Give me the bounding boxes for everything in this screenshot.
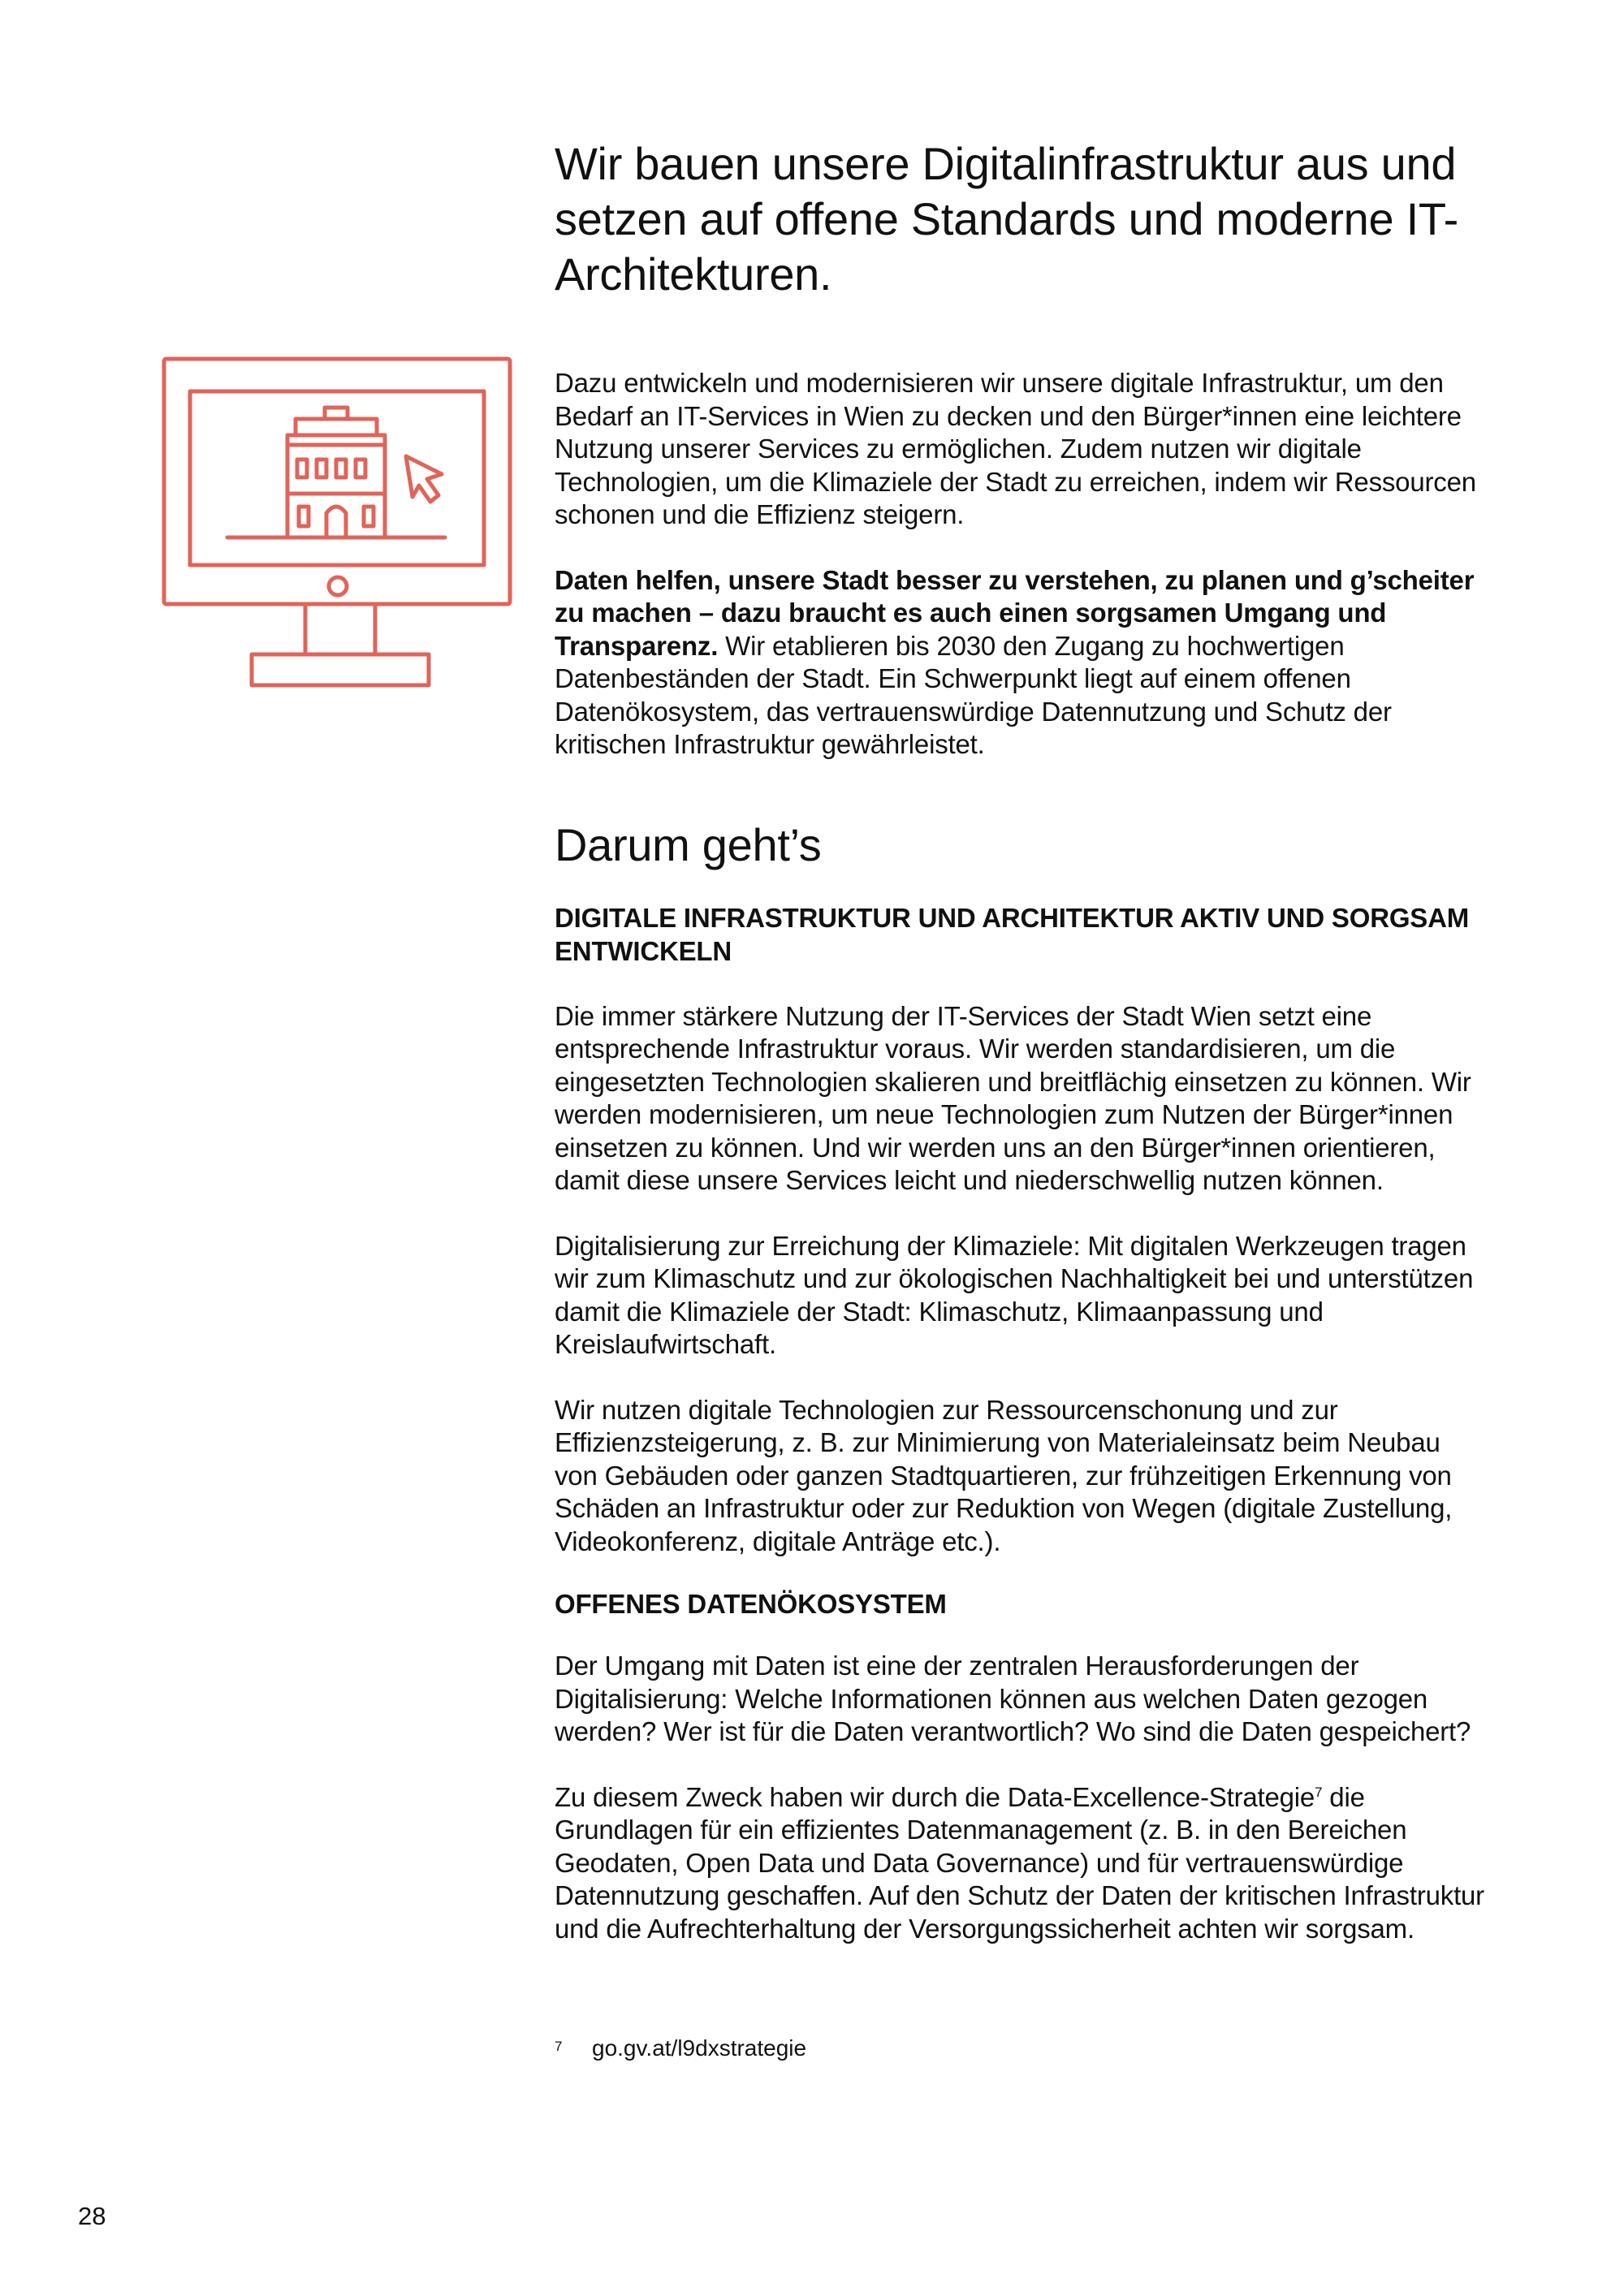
subsection-title-data-ecosystem: OFFENES DATENÖKOSYSTEM [555,1589,947,1619]
paragraph-text: Zu diesem Zweck haben wir durch die Data-Excellence-Strategie [555,1781,1315,1812]
paragraph-text: die Grundlagen für ein effizientes Datenmanagement (z. B. in den Bereichen Geodaten, Open Data und Data Governance) und für vertrauenswürdige Datennutzung geschaffen. Auf den Schutz der Daten der kritischen Infrastruktur und die Aufrechterhaltung der Versorgungssicherheit achten wir sorgsam. [555,1781,1484,1944]
page-number: 28 [78,2202,106,2230]
paragraph: Der Umgang mit Daten ist eine der zentralen Herausforderungen der Digitalisierung: Welche Informationen können aus welchen Daten gezogen werden? Wer ist für die Daten verantwortlich? Wo sind die Daten gespeichert? [555,1651,1471,1746]
paragraph: Die immer stärkere Nutzung der IT-Services der Stadt Wien setzt eine entsprechende Infrastruktur voraus. Wir werden standardisieren, um die eingesetzten Technologien skalieren und breitflächig einsetzen zu können. Wir werden modernisieren, um neue Technologien zum Nutzen der Bürger*innen einsetzen zu können. Und wir werden uns an den Bürger*innen orientieren, damit diese unsere Services leicht und niederschwellig nutzen können. [555,1000,1471,1195]
footnote-number: 7 [555,2039,563,2054]
data-paragraph-rest: Wir etablieren bis 2030 den Zugang zu hochwertigen Datenbeständen der Stadt. Ein Schwerpunkt liegt auf einem offenen Datenökosystem, das vertrauenswürdige Datennutzung und Schutz der kritischen Infrastruktur gewährleistet. [555,630,1392,759]
paragraph: Wir nutzen digitale Technologien zur Ressourcenschonung und zur Effizienzsteigerung, z. B. zur Minimierung von Materialeinsatz beim Neubau von Gebäuden oder ganzen Stadtquartieren, zur frühzeitigen Erkennung von Schäden an Infrastruktur oder zur Reduktion von Wegen (digitale Zustellung, Videokonferenz, digitale Anträge etc.). [555,1394,1453,1556]
data-paragraph-bold: Daten helfen, unsere Stadt besser zu verstehen, zu planen und g’scheiter zu machen – dazu braucht es auch einen sorgsamen Umgang und Transparenz. [555,564,1475,661]
paragraph [555,1781,1490,1946]
intro-paragraph: Dazu entwickeln und modernisieren wir unsere digitale Infrastruktur, um den Bedarf an IT-Services in Wien zu decken und den Bürger*innen eine leichtere Nutzung unserer Services zu ermöglichen. Zudem nutzen wir digitale Technologien, um die Klimaziele der Stadt zu erreichen, indem wir Ressourcen schonen und die Effizienz steigern. [555,368,1476,529]
computer-monitor-building-cursor-icon [159,356,516,697]
main-column [555,136,1490,1978]
page-headline: Wir bauen unsere Digitalinfrastruktur aus und setzen auf offene Standards und moderne IT-Architekturen. [555,138,1459,300]
data-paragraph [555,564,1490,762]
section-title: Darum geht’s [555,818,822,870]
footnote-reference[interactable]: 7 [1315,1784,1323,1800]
paragraph: Digitalisierung zur Erreichung der Klimaziele: Mit digitalen Werkzeugen tragen wir zum Klimaschutz und zur ökologischen Nachhaltigkeit bei und unterstützen damit die Klimaziele der Stadt: Klimaschutz, Klimaanpassung und Kreislaufwirtschaft. [555,1230,1474,1359]
footnote-link[interactable]: go.gv.at/l9dxstrategie [592,2035,807,2061]
subsection-title-infrastructure: DIGITALE INFRASTRUKTUR UND ARCHITEKTUR AKTIV UND SORGSAM ENTWICKELN [555,902,1470,966]
